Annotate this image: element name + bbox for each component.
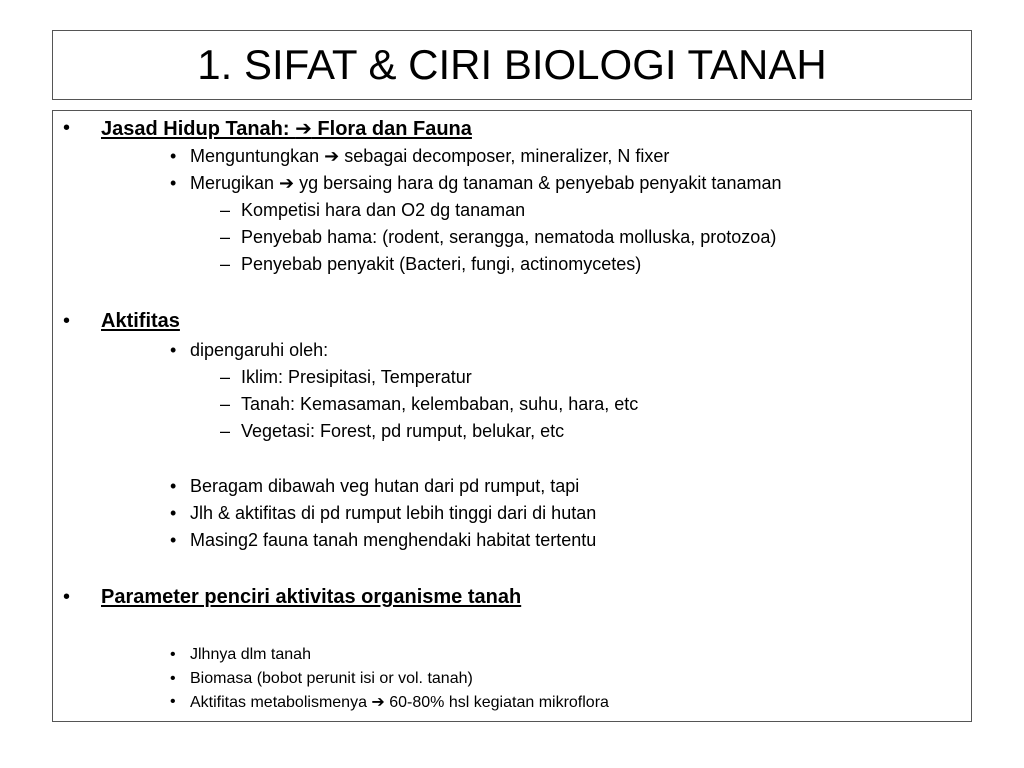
bullet-icon: • [170,670,176,687]
arrow-icon: ➔ [279,173,295,194]
bullet-icon: • [170,340,177,360]
bullet-icon: • [63,586,71,608]
bullet-icon: • [63,310,71,332]
section-heading: Parameter penciri aktivitas organisme tanah [101,586,522,608]
section-heading: Aktifitas [101,310,180,332]
dash-icon: – [220,200,231,220]
dash-icon: – [220,367,231,387]
bullet-icon: • [170,503,177,523]
content-box: • Jasad Hidup Tanah: ➔ Flora dan Fauna • Menguntungkan ➔ sebagai decomposer, mineralizer, N fixer • Merugikan ➔ yg bersaing hara dg tanaman & penyebab penyakit tanaman – Kompetisi hara dan O2 dg tanaman – Penyebab hama: (rodent, serangga, nematoda molluska, protozoa) – Penyebab penyakit (Bacteri, fungi, actinomycetes) • Aktifitas • dipengaruhi oleh: – Iklim: Presipitasi, Temperatur – Tanah: Kemasaman, kelembaban, suhu, hara, etc – Vegetasi: Forest, pd rumput, belukar, etc • Beragam dibawah veg hutan dari pd rumput, tapi • Jlh & aktifitas di pd rumput lebih tinggi dari di hutan • Masing2 fauna tanah menghendaki habitat tertentu • Parameter penciri aktivitas organisme tanah • Jlhnya dlm tanah • Biomasa (bobot perunit isi or vol. tanah) • Aktifitas metabolismenya ➔ 60-80% hsl kegiatan mikroflora [52,110,972,722]
slide-title: 1. SIFAT & CIRI BIOLOGI TANAH [197,41,827,88]
bullet-icon: • [63,117,71,139]
section-heading: Jasad Hidup Tanah: ➔ Flora dan Fauna [101,116,472,140]
arrow-icon: ➔ [324,146,340,167]
dash-icon: – [220,254,231,274]
title-box [52,30,972,100]
bullet-icon: • [170,693,176,710]
arrow-icon: ➔ [371,692,385,711]
dash-icon: – [220,394,231,414]
bullet-icon: • [170,146,177,166]
dash-icon: – [220,227,231,247]
bullet-icon: • [170,530,177,550]
bullet-icon: • [170,476,177,496]
bullet-icon: • [170,173,177,193]
dash-icon: – [220,421,231,441]
bullet-icon: • [170,646,176,663]
arrow-icon: ➔ [295,116,312,140]
